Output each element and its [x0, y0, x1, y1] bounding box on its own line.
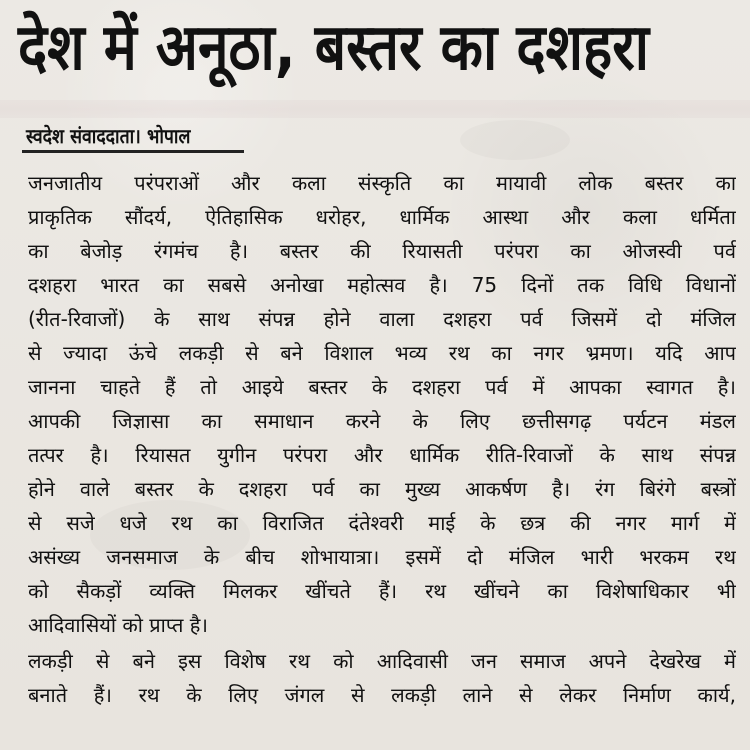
byline-rule [22, 150, 244, 153]
article-line: का बेजोड़ रंगमंच है। बस्तर की रियासती परंपरा का ओजस्वी पर्व [28, 239, 736, 263]
article-line: दशहरा भारत का सबसे अनोखा महोत्सव है। 75 दिनों तक विधि विधानों [28, 273, 736, 297]
article-line: से सजे धजे रथ का विराजित दंतेश्वरी माई के छत्र की नगर मार्ग में [28, 511, 736, 535]
print-bleed-band [0, 100, 750, 118]
article-line: बनाते हैं। रथ के लिए जंगल से लकड़ी लाने से लेकर निर्माण कार्य, [28, 683, 736, 707]
byline: स्वदेश संवाददाता। भोपाल [26, 124, 191, 148]
article-line: को सैकड़ों व्यक्ति मिलकर खींचते हैं। रथ खींचने का विशेषाधिकार भी [28, 579, 736, 603]
article-line: जानना चाहते हैं तो आइये बस्तर के दशहरा पर्व में आपका स्वागत है। [28, 375, 736, 399]
article-line: प्राकृतिक सौंदर्य, ऐतिहासिक धरोहर, धार्मिक आस्था और कला धर्मिता [28, 205, 736, 229]
article-line: असंख्य जनसमाज के बीच शोभायात्रा। इसमें दो मंजिल भारी भरकम रथ [28, 545, 736, 569]
article-line: होने वाले बस्तर के दशहरा पर्व का मुख्य आकर्षण है। रंग बिरंगे बस्त्रों [28, 477, 736, 501]
paragraph-2 [28, 644, 736, 712]
headline: देश में अनूठा, बस्तर का दशहरा [18, 11, 650, 85]
article-line: आपकी जिज्ञासा का समाधान करने के लिए छत्तीसगढ़ पर्यटन मंडल [28, 409, 736, 433]
article-line: से ज्यादा ऊंचे लकड़ी से बने विशाल भव्य रथ का नगर भ्रमण। यदि आप [28, 341, 736, 365]
article-body [28, 166, 736, 712]
article-line: लकड़ी से बने इस विशेष रथ को आदिवासी जन समाज अपने देखरेख में [28, 649, 736, 673]
article-line: आदिवासियों को प्राप्त है। [28, 613, 208, 637]
article-line: तत्पर है। रियासत युगीन परंपरा और धार्मिक रीति-रिवाजों के साथ संपन्न [28, 443, 736, 467]
paper-spot [460, 120, 570, 160]
paragraph-1 [28, 166, 736, 642]
article-line: (रीत-रिवाजों) के साथ संपन्न होने वाला दशहरा पर्व जिसमें दो मंजिल [28, 307, 736, 331]
article-line: जनजातीय परंपराओं और कला संस्कृति का मायावी लोक बस्तर का [28, 171, 736, 195]
